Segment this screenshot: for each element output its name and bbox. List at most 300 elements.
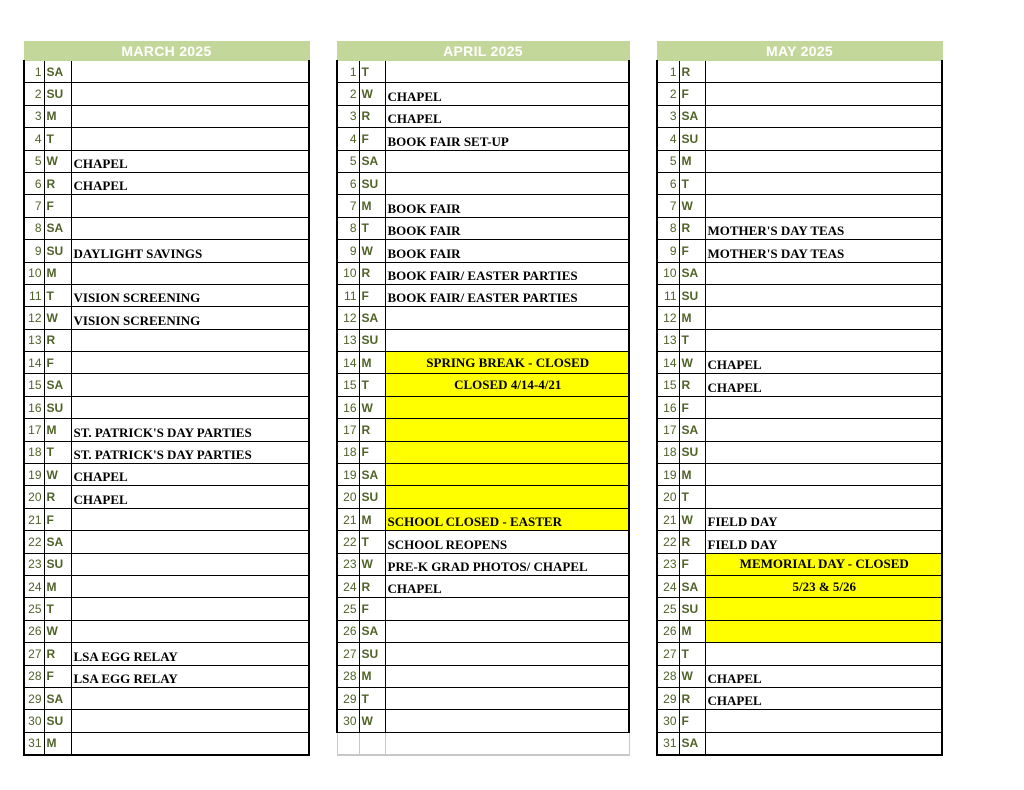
day-of-week: SA <box>359 150 385 172</box>
event-text <box>705 262 942 284</box>
month-header: MAY 2025 <box>657 42 942 61</box>
day-number: 5 <box>337 150 359 172</box>
day-number: 29 <box>337 687 359 709</box>
day-number: 27 <box>24 643 44 665</box>
event-text: CHAPEL <box>705 374 942 396</box>
event-text: LSA EGG RELAY <box>71 665 309 687</box>
event-text <box>385 307 629 329</box>
day-of-week: SA <box>679 105 705 127</box>
day-number: 13 <box>657 329 679 351</box>
event-text <box>705 732 942 755</box>
day-of-week: T <box>44 128 71 150</box>
day-of-week: M <box>679 150 705 172</box>
event-text <box>385 620 629 642</box>
calendar-march <box>23 41 310 756</box>
day-row <box>657 374 942 396</box>
day-of-week: F <box>679 83 705 105</box>
day-number: 20 <box>24 486 44 508</box>
event-text <box>71 374 309 396</box>
day-row <box>657 598 942 620</box>
event-text <box>71 396 309 418</box>
day-number: 14 <box>657 352 679 374</box>
event-text: CHAPEL <box>705 665 942 687</box>
event-text <box>705 195 942 217</box>
day-row <box>24 665 309 687</box>
day-of-week: R <box>679 61 705 83</box>
calendar-may <box>656 41 943 756</box>
day-row <box>337 329 629 351</box>
event-text <box>71 352 309 374</box>
day-of-week: W <box>679 195 705 217</box>
day-of-week: W <box>359 396 385 418</box>
empty-cell <box>337 732 359 755</box>
day-number: 18 <box>337 441 359 463</box>
day-of-week: W <box>359 83 385 105</box>
day-number: 17 <box>337 419 359 441</box>
event-text <box>385 687 629 709</box>
day-of-week: W <box>44 464 71 486</box>
event-text <box>385 598 629 620</box>
day-row <box>337 441 629 463</box>
event-text: SCHOOL CLOSED - EASTER <box>385 508 629 530</box>
day-number: 13 <box>24 329 44 351</box>
day-of-week: M <box>44 575 71 597</box>
day-row <box>337 643 629 665</box>
day-number: 21 <box>657 508 679 530</box>
day-row <box>24 217 309 239</box>
event-text <box>71 620 309 642</box>
day-row <box>337 396 629 418</box>
day-of-week: SU <box>44 710 71 732</box>
day-number: 11 <box>24 284 44 306</box>
day-number: 5 <box>657 150 679 172</box>
day-of-week: SA <box>359 620 385 642</box>
event-text <box>385 486 629 508</box>
day-number: 16 <box>337 396 359 418</box>
day-of-week: SA <box>679 575 705 597</box>
day-row <box>657 128 942 150</box>
day-row <box>657 262 942 284</box>
day-number: 2 <box>337 83 359 105</box>
day-number: 17 <box>657 419 679 441</box>
day-of-week: SA <box>359 307 385 329</box>
day-row <box>657 464 942 486</box>
day-of-week: T <box>44 284 71 306</box>
day-number: 8 <box>24 217 44 239</box>
event-text <box>705 710 942 732</box>
event-text <box>705 441 942 463</box>
day-of-week: R <box>359 262 385 284</box>
day-row <box>657 553 942 575</box>
event-text <box>71 105 309 127</box>
day-number: 3 <box>657 105 679 127</box>
day-row <box>337 710 629 732</box>
event-text: MOTHER'S DAY TEAS <box>705 240 942 262</box>
day-number: 11 <box>337 284 359 306</box>
day-row <box>337 508 629 530</box>
day-of-week: W <box>44 307 71 329</box>
day-row <box>24 352 309 374</box>
day-of-week: SU <box>679 441 705 463</box>
day-number: 9 <box>657 240 679 262</box>
event-text <box>705 128 942 150</box>
event-text: SPRING BREAK - CLOSED <box>385 352 629 374</box>
day-number: 6 <box>24 172 44 194</box>
day-row <box>657 687 942 709</box>
event-text: BOOK FAIR <box>385 217 629 239</box>
day-row <box>24 61 309 83</box>
day-row <box>337 61 629 83</box>
day-number: 3 <box>337 105 359 127</box>
day-number: 24 <box>24 575 44 597</box>
day-number: 7 <box>657 195 679 217</box>
day-number: 15 <box>24 374 44 396</box>
event-text <box>705 83 942 105</box>
day-of-week: SU <box>44 240 71 262</box>
day-number: 16 <box>657 396 679 418</box>
day-row <box>337 105 629 127</box>
day-row <box>657 396 942 418</box>
day-of-week: F <box>44 195 71 217</box>
day-row <box>24 620 309 642</box>
event-text: PRE-K GRAD PHOTOS/ CHAPEL <box>385 553 629 575</box>
day-row <box>24 508 309 530</box>
day-of-week: SU <box>44 83 71 105</box>
day-number: 8 <box>337 217 359 239</box>
day-number: 14 <box>337 352 359 374</box>
day-number: 20 <box>657 486 679 508</box>
day-of-week: M <box>44 262 71 284</box>
day-row <box>337 128 629 150</box>
day-number: 26 <box>657 620 679 642</box>
event-text <box>385 172 629 194</box>
day-row <box>657 352 942 374</box>
day-row <box>24 687 309 709</box>
day-number: 13 <box>337 329 359 351</box>
day-row <box>24 710 309 732</box>
day-of-week: T <box>44 441 71 463</box>
event-text <box>71 195 309 217</box>
day-row <box>337 172 629 194</box>
event-text <box>71 61 309 83</box>
day-row <box>337 240 629 262</box>
day-number: 19 <box>24 464 44 486</box>
day-row <box>24 531 309 553</box>
event-text <box>705 620 942 642</box>
day-of-week: R <box>679 531 705 553</box>
empty-row <box>337 732 629 755</box>
day-number: 12 <box>657 307 679 329</box>
day-of-week: F <box>359 128 385 150</box>
day-number: 6 <box>657 172 679 194</box>
event-text: BOOK FAIR <box>385 240 629 262</box>
event-text <box>71 128 309 150</box>
event-text <box>385 665 629 687</box>
event-text <box>705 486 942 508</box>
day-row <box>337 262 629 284</box>
day-row <box>24 464 309 486</box>
day-of-week: T <box>679 643 705 665</box>
empty-cell <box>359 732 385 755</box>
day-of-week: R <box>679 687 705 709</box>
day-of-week: T <box>679 172 705 194</box>
day-number: 1 <box>657 61 679 83</box>
day-of-week: M <box>359 195 385 217</box>
day-row <box>657 61 942 83</box>
event-text: CHAPEL <box>385 575 629 597</box>
event-text <box>385 150 629 172</box>
day-number: 11 <box>657 284 679 306</box>
event-text <box>385 396 629 418</box>
month-header: MARCH 2025 <box>24 42 309 61</box>
day-row <box>24 419 309 441</box>
day-of-week: T <box>359 531 385 553</box>
day-row <box>657 508 942 530</box>
day-row <box>24 329 309 351</box>
day-of-week: SU <box>359 486 385 508</box>
day-number: 8 <box>657 217 679 239</box>
day-of-week: SA <box>44 61 71 83</box>
event-text <box>71 598 309 620</box>
day-of-week: SA <box>359 464 385 486</box>
event-text: BOOK FAIR/ EASTER PARTIES <box>385 262 629 284</box>
day-number: 10 <box>24 262 44 284</box>
day-number: 9 <box>337 240 359 262</box>
day-of-week: F <box>44 665 71 687</box>
event-text <box>71 531 309 553</box>
event-text <box>385 643 629 665</box>
day-of-week: M <box>679 307 705 329</box>
day-row <box>24 486 309 508</box>
day-number: 26 <box>337 620 359 642</box>
event-text <box>705 284 942 306</box>
event-text <box>71 329 309 351</box>
day-row <box>24 284 309 306</box>
day-of-week: M <box>44 419 71 441</box>
day-row <box>24 128 309 150</box>
day-row <box>657 575 942 597</box>
event-text <box>705 150 942 172</box>
day-number: 19 <box>337 464 359 486</box>
event-text: CHAPEL <box>705 687 942 709</box>
day-row <box>24 307 309 329</box>
event-text: CHAPEL <box>385 83 629 105</box>
day-of-week: T <box>359 217 385 239</box>
event-text: VISION SCREENING <box>71 307 309 329</box>
day-of-week: F <box>44 352 71 374</box>
day-of-week: R <box>679 217 705 239</box>
day-row <box>24 732 309 755</box>
day-number: 2 <box>657 83 679 105</box>
day-row <box>657 419 942 441</box>
day-of-week: R <box>44 329 71 351</box>
day-of-week: F <box>359 598 385 620</box>
event-text: BOOK FAIR/ EASTER PARTIES <box>385 284 629 306</box>
day-row <box>657 710 942 732</box>
day-row <box>337 195 629 217</box>
day-of-week: SU <box>44 553 71 575</box>
day-row <box>24 598 309 620</box>
day-row <box>24 441 309 463</box>
day-row <box>657 665 942 687</box>
day-row <box>657 307 942 329</box>
day-number: 28 <box>24 665 44 687</box>
day-of-week: M <box>359 352 385 374</box>
event-text <box>71 710 309 732</box>
day-of-week: T <box>359 687 385 709</box>
day-number: 14 <box>24 352 44 374</box>
day-of-week: SA <box>679 419 705 441</box>
day-row <box>24 396 309 418</box>
day-number: 3 <box>24 105 44 127</box>
day-row <box>657 105 942 127</box>
day-number: 7 <box>337 195 359 217</box>
event-text: CHAPEL <box>71 486 309 508</box>
day-row <box>657 83 942 105</box>
day-number: 30 <box>337 710 359 732</box>
day-of-week: SA <box>44 531 71 553</box>
event-text <box>385 61 629 83</box>
event-text: BOOK FAIR SET-UP <box>385 128 629 150</box>
day-of-week: SU <box>359 643 385 665</box>
day-of-week: SU <box>679 284 705 306</box>
day-of-week: W <box>44 620 71 642</box>
day-number: 23 <box>24 553 44 575</box>
day-number: 26 <box>24 620 44 642</box>
day-row <box>337 464 629 486</box>
day-of-week: T <box>44 598 71 620</box>
day-row <box>337 486 629 508</box>
day-number: 6 <box>337 172 359 194</box>
day-of-week: SA <box>44 374 71 396</box>
day-of-week: W <box>44 150 71 172</box>
day-of-week: T <box>359 374 385 396</box>
day-row <box>24 240 309 262</box>
day-of-week: SU <box>359 172 385 194</box>
day-of-week: R <box>44 643 71 665</box>
event-text <box>71 732 309 755</box>
day-of-week: SU <box>679 598 705 620</box>
day-number: 23 <box>337 553 359 575</box>
day-row <box>337 620 629 642</box>
day-number: 19 <box>657 464 679 486</box>
empty-cell <box>385 732 629 755</box>
day-of-week: W <box>679 352 705 374</box>
day-number: 25 <box>337 598 359 620</box>
event-text <box>71 575 309 597</box>
day-of-week: W <box>359 553 385 575</box>
day-of-week: T <box>679 329 705 351</box>
day-row <box>337 352 629 374</box>
day-number: 1 <box>24 61 44 83</box>
day-of-week: SA <box>44 217 71 239</box>
day-row <box>657 620 942 642</box>
day-number: 29 <box>24 687 44 709</box>
day-number: 1 <box>337 61 359 83</box>
day-number: 21 <box>337 508 359 530</box>
day-number: 31 <box>24 732 44 755</box>
day-of-week: T <box>359 61 385 83</box>
day-of-week: F <box>44 508 71 530</box>
day-row <box>24 105 309 127</box>
day-number: 15 <box>657 374 679 396</box>
day-row <box>657 150 942 172</box>
day-row <box>657 329 942 351</box>
day-of-week: W <box>679 508 705 530</box>
event-text <box>705 464 942 486</box>
day-number: 29 <box>657 687 679 709</box>
day-row <box>657 531 942 553</box>
event-text: ST. PATRICK'S DAY PARTIES <box>71 419 309 441</box>
day-of-week: M <box>44 732 71 755</box>
event-text <box>705 396 942 418</box>
event-text <box>705 419 942 441</box>
event-text <box>71 83 309 105</box>
event-text <box>71 262 309 284</box>
day-of-week: F <box>679 396 705 418</box>
day-row <box>657 195 942 217</box>
day-number: 4 <box>337 128 359 150</box>
day-number: 25 <box>657 598 679 620</box>
event-text <box>705 598 942 620</box>
day-number: 24 <box>337 575 359 597</box>
day-row <box>337 307 629 329</box>
day-row <box>24 195 309 217</box>
day-row <box>657 284 942 306</box>
day-of-week: W <box>679 665 705 687</box>
event-text <box>705 105 942 127</box>
event-text: CHAPEL <box>385 105 629 127</box>
event-text: SCHOOL REOPENS <box>385 531 629 553</box>
day-of-week: W <box>359 240 385 262</box>
day-of-week: M <box>679 464 705 486</box>
event-text <box>705 307 942 329</box>
day-row <box>657 172 942 194</box>
day-row <box>24 575 309 597</box>
day-row <box>337 217 629 239</box>
day-of-week: R <box>359 105 385 127</box>
event-text: VISION SCREENING <box>71 284 309 306</box>
event-text: 5/23 & 5/26 <box>705 575 942 597</box>
event-text: CHAPEL <box>71 172 309 194</box>
day-of-week: F <box>679 240 705 262</box>
event-text: LSA EGG RELAY <box>71 643 309 665</box>
day-of-week: M <box>679 620 705 642</box>
event-text <box>71 217 309 239</box>
event-text: CHAPEL <box>71 150 309 172</box>
day-number: 27 <box>337 643 359 665</box>
day-number: 10 <box>337 262 359 284</box>
day-row <box>657 486 942 508</box>
day-number: 5 <box>24 150 44 172</box>
event-text: BOOK FAIR <box>385 195 629 217</box>
day-number: 25 <box>24 598 44 620</box>
day-number: 22 <box>24 531 44 553</box>
day-number: 16 <box>24 396 44 418</box>
event-text: DAYLIGHT SAVINGS <box>71 240 309 262</box>
day-row <box>337 575 629 597</box>
day-number: 4 <box>24 128 44 150</box>
day-number: 22 <box>657 531 679 553</box>
day-number: 21 <box>24 508 44 530</box>
day-number: 20 <box>337 486 359 508</box>
day-number: 4 <box>657 128 679 150</box>
day-row <box>657 217 942 239</box>
day-of-week: T <box>679 486 705 508</box>
day-row <box>657 643 942 665</box>
day-row <box>657 441 942 463</box>
day-of-week: R <box>44 486 71 508</box>
